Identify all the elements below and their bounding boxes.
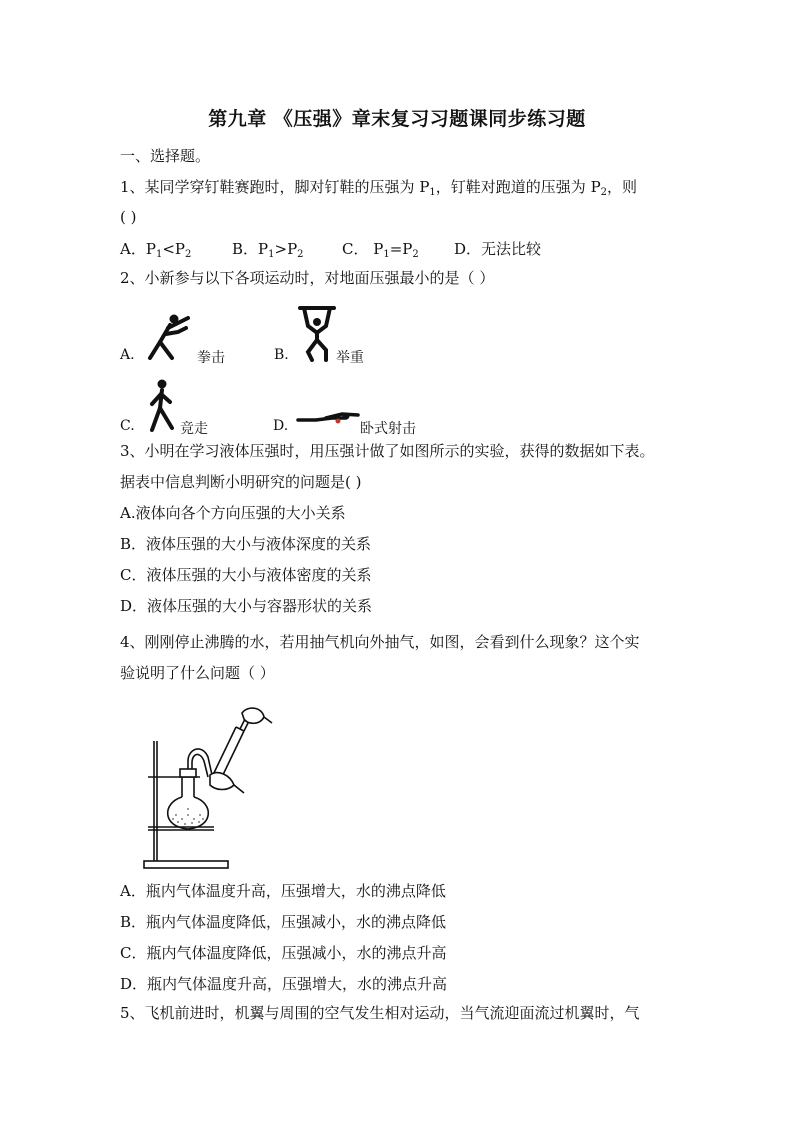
- q2-option-a-letter: A.: [120, 347, 135, 363]
- q2-option-b-letter: B.: [274, 347, 289, 363]
- q1-option-b: B．$P_1>P_2$: [232, 240, 304, 260]
- q2-option-b-label: 举重: [336, 350, 364, 366]
- q1-option-d: D．无法比较: [454, 240, 542, 258]
- prone-shooting-pictogram-icon: [296, 410, 362, 428]
- subscript: 1: [429, 187, 436, 198]
- question-3-line-1: 3、小明在学习液体压强时，用压强计做了如图所示的实验，获得的数据如下表。: [120, 442, 655, 460]
- q2-option-d-label: 卧式射击: [360, 421, 416, 437]
- question-4-line-2: 验说明了什么问题（ ）: [120, 664, 275, 682]
- question-5-line-1: 5、飞机前进时，机翼与周围的空气发生相对运动，当气流迎面流过机翼时，气: [120, 1004, 640, 1022]
- q1-option-c: C． $P_1=P_2$: [342, 240, 419, 260]
- question-1-text: [120, 177, 637, 197]
- q2-option-a-label: 拳击: [197, 350, 225, 366]
- q4-option-a: A．瓶内气体温度升高，压强增大，水的沸点降低: [120, 882, 446, 900]
- q4-option-b: B．瓶内气体温度降低，压强减小，水的沸点降低: [120, 913, 447, 931]
- q1-text-mid: ，钉鞋对跑道的压强为 P: [435, 178, 601, 196]
- q4-option-d: D．瓶内气体温度升高，压强增大，水的沸点升高: [120, 975, 448, 993]
- q3-option-c: C．液体压强的大小与液体密度的关系: [120, 566, 372, 584]
- question-1-paren: ( ): [120, 208, 137, 226]
- q1-text-end: ，则: [607, 178, 638, 196]
- question-4-line-1: 4、刚刚停止沸腾的水，若用抽气机向外抽气，如图，会看到什么现象？这个实: [120, 633, 640, 651]
- q4-option-c: C．瓶内气体温度降低，压强减小，水的沸点升高: [120, 944, 447, 962]
- q3-option-b: B．液体压强的大小与液体深度的关系: [120, 535, 372, 553]
- q1-option-a: A．$P_1<P_2$: [120, 240, 192, 260]
- racewalking-pictogram-icon: [144, 378, 180, 434]
- question-3-line-2: 据表中信息判断小明研究的问题是( ): [120, 473, 362, 491]
- q2-option-c-letter: C.: [120, 418, 135, 434]
- question-2-text: 2、小新参与以下各项运动时，对地面压强最小的是（ ）: [120, 269, 495, 287]
- page-title: 第九章 《压强》章末复习习题课同步练习题: [208, 108, 586, 130]
- weightlifting-pictogram-icon: [296, 304, 338, 362]
- subscript: 2: [600, 187, 608, 198]
- boiling-flask-vacuum-apparatus-figure: [140, 705, 280, 875]
- section-heading: 一、选择题。: [120, 147, 211, 165]
- q1-text-start: 1、某同学穿钉鞋赛跑时，脚对钉鞋的压强为 P: [120, 178, 430, 196]
- q2-option-d-letter: D.: [273, 418, 289, 434]
- question-1-options: [120, 238, 541, 259]
- boxing-pictogram-icon: [142, 310, 196, 364]
- q3-option-d: D．液体压强的大小与容器形状的关系: [120, 597, 373, 615]
- q2-option-c-label: 竞走: [180, 421, 208, 437]
- q3-option-a: A.液体向各个方向压强的大小关系: [120, 504, 346, 522]
